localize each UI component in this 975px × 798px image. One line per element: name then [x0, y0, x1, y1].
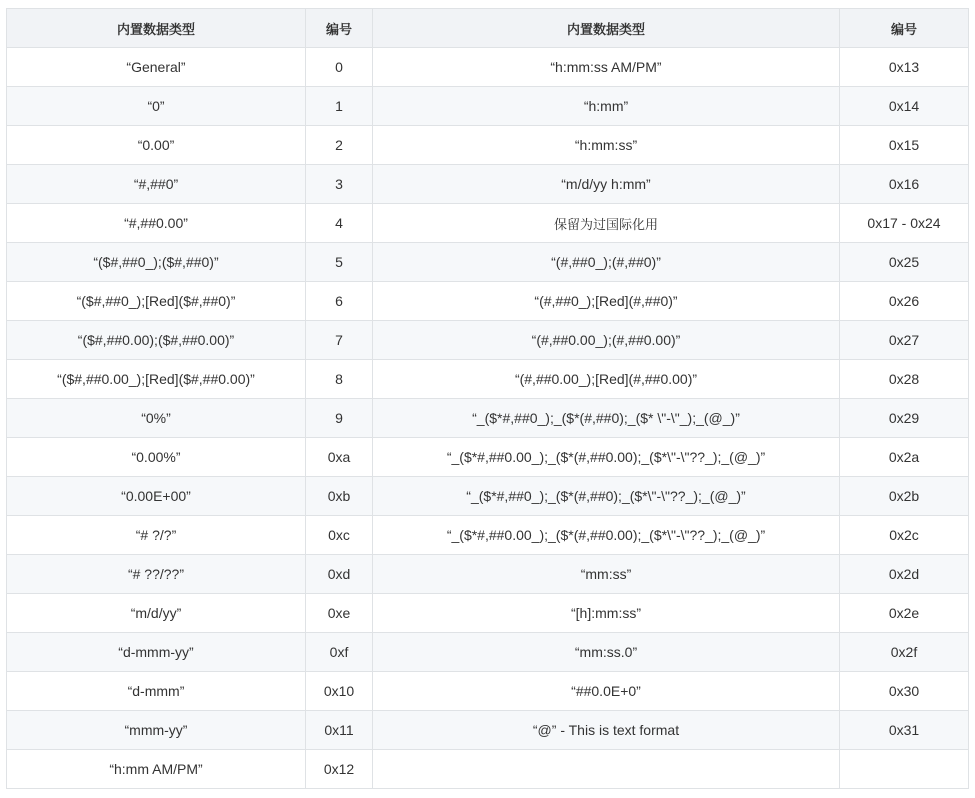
format-id-cell: 0xd [306, 555, 373, 594]
format-id-cell: 8 [306, 360, 373, 399]
format-table-container [6, 8, 969, 789]
format-id-cell: 0xc [306, 516, 373, 555]
header-number-1: 编号 [306, 9, 373, 48]
format-id-cell: 0x2c [840, 516, 969, 555]
format-string-cell: “m/d/yy” [7, 594, 306, 633]
format-id-cell: 0 [306, 48, 373, 87]
format-string-cell: “0%” [7, 399, 306, 438]
format-string-cell: “_($*#,##0.00_);_($*(#,##0.00);_($*\"-\"??_);_(@_)” [373, 438, 840, 477]
table-row [7, 438, 969, 477]
format-id-cell: 0x11 [306, 711, 373, 750]
format-string-cell: “# ?/?” [7, 516, 306, 555]
format-id-cell: 0x17 - 0x24 [840, 204, 969, 243]
table-row [7, 516, 969, 555]
format-id-cell: 0x13 [840, 48, 969, 87]
format-string-cell: “mm:ss.0” [373, 633, 840, 672]
format-string-cell: “d-mmm” [7, 672, 306, 711]
format-id-cell: 7 [306, 321, 373, 360]
format-string-cell: “0.00%” [7, 438, 306, 477]
format-id-cell: 2 [306, 126, 373, 165]
format-id-cell: 0x27 [840, 321, 969, 360]
table-row [7, 555, 969, 594]
format-id-cell: 0x15 [840, 126, 969, 165]
format-id-cell: 0x12 [306, 750, 373, 789]
format-string-cell: “h:mm” [373, 87, 840, 126]
format-id-cell [840, 750, 969, 789]
format-id-cell: 0x2f [840, 633, 969, 672]
format-string-cell: “# ??/??” [7, 555, 306, 594]
format-string-cell: “0.00E+00” [7, 477, 306, 516]
builtin-format-table [6, 8, 969, 789]
table-row [7, 243, 969, 282]
format-id-cell: 0x2d [840, 555, 969, 594]
table-row [7, 204, 969, 243]
format-id-cell: 6 [306, 282, 373, 321]
format-id-cell: 0x14 [840, 87, 969, 126]
format-string-cell: “#,##0” [7, 165, 306, 204]
format-string-cell: “General” [7, 48, 306, 87]
format-string-cell: “_($*#,##0_);_($*(#,##0);_($* \"-\"_);_(@_)” [373, 399, 840, 438]
format-string-cell [373, 750, 840, 789]
table-row [7, 399, 969, 438]
format-id-cell: 0x29 [840, 399, 969, 438]
format-id-cell: 4 [306, 204, 373, 243]
format-id-cell: 0xe [306, 594, 373, 633]
table-row [7, 321, 969, 360]
table-body [7, 48, 969, 789]
format-id-cell: 0xa [306, 438, 373, 477]
format-string-cell: “_($*#,##0.00_);_($*(#,##0.00);_($*\"-\"??_);_(@_)” [373, 516, 840, 555]
format-id-cell: 0x28 [840, 360, 969, 399]
format-string-cell: “mmm-yy” [7, 711, 306, 750]
format-string-cell: “($#,##0_);($#,##0)” [7, 243, 306, 282]
format-string-cell: “($#,##0.00);($#,##0.00)” [7, 321, 306, 360]
format-string-cell: “(#,##0.00_);[Red](#,##0.00)” [373, 360, 840, 399]
format-string-cell: “m/d/yy h:mm” [373, 165, 840, 204]
format-id-cell: 0x30 [840, 672, 969, 711]
format-id-cell: 0x25 [840, 243, 969, 282]
table-row [7, 48, 969, 87]
table-row [7, 360, 969, 399]
format-string-cell: “0.00” [7, 126, 306, 165]
format-string-cell: “h:mm:ss AM/PM” [373, 48, 840, 87]
format-string-cell: “h:mm:ss” [373, 126, 840, 165]
format-string-cell: 保留为过国际化用 [373, 204, 840, 243]
format-string-cell: “##0.0E+0” [373, 672, 840, 711]
table-row [7, 672, 969, 711]
format-string-cell: “mm:ss” [373, 555, 840, 594]
table-row [7, 165, 969, 204]
format-id-cell: 5 [306, 243, 373, 282]
format-string-cell: “($#,##0.00_);[Red]($#,##0.00)” [7, 360, 306, 399]
format-id-cell: 0x10 [306, 672, 373, 711]
format-string-cell: “d-mmm-yy” [7, 633, 306, 672]
format-id-cell: 3 [306, 165, 373, 204]
format-id-cell: 0x2b [840, 477, 969, 516]
format-string-cell: “_($*#,##0_);_($*(#,##0);_($*\"-\"??_);_(@_)” [373, 477, 840, 516]
format-id-cell: 1 [306, 87, 373, 126]
format-string-cell: “h:mm AM/PM” [7, 750, 306, 789]
format-string-cell: “(#,##0.00_);(#,##0.00)” [373, 321, 840, 360]
format-id-cell: 0xf [306, 633, 373, 672]
format-id-cell: 0x26 [840, 282, 969, 321]
format-string-cell: “($#,##0_);[Red]($#,##0)” [7, 282, 306, 321]
table-header-row [7, 9, 969, 48]
table-row [7, 711, 969, 750]
table-row [7, 126, 969, 165]
format-string-cell: “0” [7, 87, 306, 126]
format-id-cell: 0x2e [840, 594, 969, 633]
format-id-cell: 0x2a [840, 438, 969, 477]
header-builtin-type-1: 内置数据类型 [7, 9, 306, 48]
format-id-cell: 0x16 [840, 165, 969, 204]
format-string-cell: “(#,##0_);(#,##0)” [373, 243, 840, 282]
format-id-cell: 0x31 [840, 711, 969, 750]
format-string-cell: “[h]:mm:ss” [373, 594, 840, 633]
table-row [7, 633, 969, 672]
table-row [7, 282, 969, 321]
format-id-cell: 9 [306, 399, 373, 438]
format-string-cell: “#,##0.00” [7, 204, 306, 243]
format-string-cell: “(#,##0_);[Red](#,##0)” [373, 282, 840, 321]
table-row [7, 750, 969, 789]
table-row [7, 87, 969, 126]
table-row [7, 594, 969, 633]
header-builtin-type-2: 内置数据类型 [373, 9, 840, 48]
format-string-cell: “@” - This is text format [373, 711, 840, 750]
header-number-2: 编号 [840, 9, 969, 48]
format-id-cell: 0xb [306, 477, 373, 516]
table-row [7, 477, 969, 516]
